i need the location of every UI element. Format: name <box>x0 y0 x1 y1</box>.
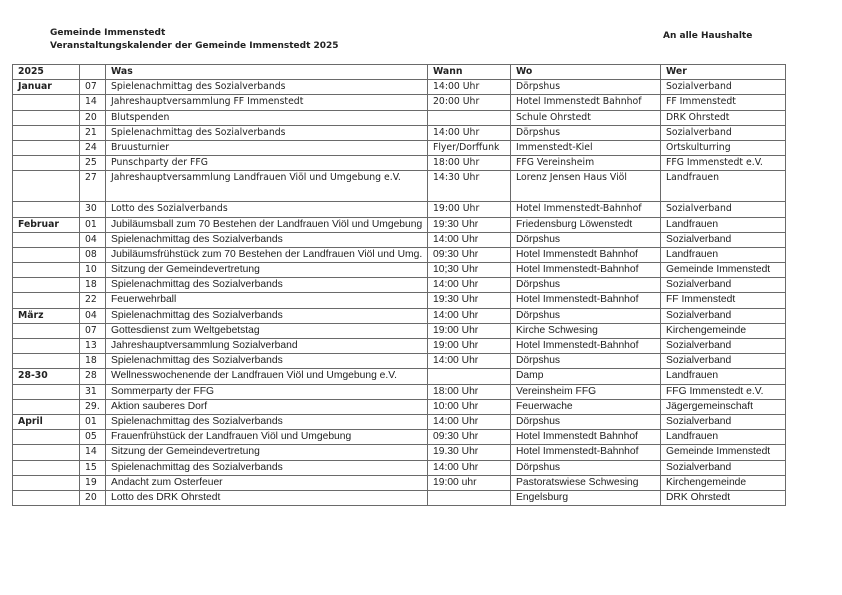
cell-wer: Landfrauen <box>661 247 786 262</box>
cell-day: 07 <box>80 323 106 338</box>
cell-wer: FF Immenstedt <box>661 95 786 110</box>
cell-wer: Sozialverband <box>661 354 786 369</box>
cell-wann <box>428 490 511 505</box>
cell-month <box>13 95 80 110</box>
cell-was: Spielenachmittag des Sozialverbands <box>106 354 428 369</box>
cell-wann: 09:30 Uhr <box>428 247 511 262</box>
cell-was: Jahreshauptversammlung Landfrauen Viöl und Umgebung e.V. <box>106 171 428 202</box>
cell-wo: Dörpshus <box>511 80 661 95</box>
cell-wann <box>428 110 511 125</box>
cell-wann: 14:00 Uhr <box>428 125 511 140</box>
column-header-year: 2025 <box>13 65 80 80</box>
cell-day: 21 <box>80 125 106 140</box>
cell-wo: Vereinsheim FFG <box>511 384 661 399</box>
cell-was: Jubiläumsfrühstück zum 70 Bestehen der Landfrauen Viöl und Umg. <box>106 247 428 262</box>
cell-was: Lotto des Sozialverbands <box>106 202 428 217</box>
table-row <box>13 278 786 293</box>
cell-day: 25 <box>80 156 106 171</box>
cell-day: 10 <box>80 263 106 278</box>
cell-wer: Sozialverband <box>661 460 786 475</box>
cell-day: 27 <box>80 171 106 202</box>
cell-wo: Dörpshus <box>511 308 661 323</box>
cell-was: Spielenachmittag des Sozialverbands <box>106 278 428 293</box>
cell-wo: Friedensburg Löwenstedt <box>511 217 661 232</box>
cell-was: Lotto des DRK Ohrstedt <box>106 490 428 505</box>
cell-month <box>13 323 80 338</box>
cell-wann: 19:00 Uhr <box>428 339 511 354</box>
cell-day: 08 <box>80 247 106 262</box>
cell-wann: 19.30 Uhr <box>428 445 511 460</box>
cell-wer: Sozialverband <box>661 80 786 95</box>
cell-day: 18 <box>80 278 106 293</box>
cell-month <box>13 445 80 460</box>
cell-wann: 19:30 Uhr <box>428 217 511 232</box>
table-row <box>13 369 786 384</box>
cell-wer: Landfrauen <box>661 217 786 232</box>
table-row <box>13 232 786 247</box>
cell-day: 04 <box>80 308 106 323</box>
cell-month <box>13 475 80 490</box>
cell-wer: Sozialverband <box>661 278 786 293</box>
cell-was: Bruusturnier <box>106 140 428 155</box>
cell-wo: Pastoratswiese Schwesing <box>511 475 661 490</box>
cell-wo: Immenstedt-Kiel <box>511 140 661 155</box>
cell-wer: Sozialverband <box>661 125 786 140</box>
cell-wo: Dörpshus <box>511 278 661 293</box>
cell-wo: Damp <box>511 369 661 384</box>
cell-day: 14 <box>80 95 106 110</box>
cell-day: 07 <box>80 80 106 95</box>
table-header-row <box>13 65 786 80</box>
organization-name: Gemeinde Immenstedt <box>50 28 166 38</box>
cell-was: Spielenachmittag des Sozialverbands <box>106 308 428 323</box>
cell-wer: Ortskulturring <box>661 140 786 155</box>
cell-was: Frauenfrühstück der Landfrauen Viöl und Umgebung <box>106 430 428 445</box>
cell-month <box>13 156 80 171</box>
cell-was: Spielenachmittag des Sozialverbands <box>106 80 428 95</box>
cell-day: 30 <box>80 202 106 217</box>
cell-wann: 14:00 Uhr <box>428 308 511 323</box>
cell-wer: FFG Immenstedt e.V. <box>661 384 786 399</box>
table-row <box>13 80 786 95</box>
cell-month <box>13 110 80 125</box>
cell-day: 22 <box>80 293 106 308</box>
recipients-note: An alle Haushalte <box>663 31 753 41</box>
table-body <box>13 80 786 506</box>
cell-wo: Hotel Immenstedt Bahnhof <box>511 247 661 262</box>
cell-wo: Feuerwache <box>511 399 661 414</box>
document-title: Veranstaltungskalender der Gemeinde Immenstedt 2025 <box>50 41 339 51</box>
table-row <box>13 217 786 232</box>
cell-day: 20 <box>80 490 106 505</box>
cell-wo: Lorenz Jensen Haus Viöl <box>511 171 661 202</box>
cell-wo: Hotel Immenstedt Bahnhof <box>511 95 661 110</box>
cell-month <box>13 339 80 354</box>
table-row <box>13 95 786 110</box>
cell-wo: Dörpshus <box>511 460 661 475</box>
cell-wo: Hotel Immenstedt-Bahnhof <box>511 339 661 354</box>
table-row <box>13 490 786 505</box>
cell-wo: Kirche Schwesing <box>511 323 661 338</box>
column-header-wer: Wer <box>661 65 786 80</box>
table-row <box>13 202 786 217</box>
cell-month <box>13 293 80 308</box>
cell-month <box>13 430 80 445</box>
cell-day: 24 <box>80 140 106 155</box>
table-row <box>13 430 786 445</box>
table-row <box>13 323 786 338</box>
cell-month <box>13 232 80 247</box>
cell-wann: 10;30 Uhr <box>428 263 511 278</box>
cell-month <box>13 354 80 369</box>
table-row <box>13 445 786 460</box>
cell-month <box>13 125 80 140</box>
cell-wann <box>428 369 511 384</box>
cell-month: März <box>13 308 80 323</box>
cell-wer: Sozialverband <box>661 414 786 429</box>
cell-wann: 18:00 Uhr <box>428 156 511 171</box>
cell-wann: 14:00 Uhr <box>428 414 511 429</box>
cell-was: Wellnesswochenende der Landfrauen Viöl und Umgebung e.V. <box>106 369 428 384</box>
cell-was: Punschparty der FFG <box>106 156 428 171</box>
cell-month <box>13 247 80 262</box>
cell-wo: Hotel Immenstedt-Bahnhof <box>511 263 661 278</box>
cell-month <box>13 140 80 155</box>
cell-month <box>13 460 80 475</box>
table-row <box>13 399 786 414</box>
table-row <box>13 354 786 369</box>
cell-wer: Gemeinde Immenstedt <box>661 263 786 278</box>
cell-month: Februar <box>13 217 80 232</box>
column-header-day <box>80 65 106 80</box>
cell-wo: Dörpshus <box>511 232 661 247</box>
cell-wer: Landfrauen <box>661 369 786 384</box>
table-row <box>13 171 786 202</box>
cell-day: 19 <box>80 475 106 490</box>
cell-day: 14 <box>80 445 106 460</box>
table-row <box>13 475 786 490</box>
cell-month: Januar <box>13 80 80 95</box>
table-row <box>13 247 786 262</box>
cell-was: Feuerwehrball <box>106 293 428 308</box>
cell-wo: Hotel Immenstedt-Bahnhof <box>511 202 661 217</box>
cell-wer: Landfrauen <box>661 430 786 445</box>
cell-was: Sommerparty der FFG <box>106 384 428 399</box>
table-row <box>13 293 786 308</box>
cell-wo: FFG Vereinsheim <box>511 156 661 171</box>
cell-was: Jubiläumsball zum 70 Bestehen der Landfrauen Viöl und Umgebung <box>106 217 428 232</box>
cell-wo: Hotel Immenstedt-Bahnhof <box>511 445 661 460</box>
column-header-wann: Wann <box>428 65 511 80</box>
table-row <box>13 263 786 278</box>
table-row <box>13 308 786 323</box>
cell-was: Blutspenden <box>106 110 428 125</box>
table-row <box>13 110 786 125</box>
cell-month: 28-30 <box>13 369 80 384</box>
table-row <box>13 339 786 354</box>
table-row <box>13 460 786 475</box>
cell-wann: 10:00 Uhr <box>428 399 511 414</box>
table-row <box>13 384 786 399</box>
table-row <box>13 140 786 155</box>
cell-wer: DRK Ohrstedt <box>661 490 786 505</box>
cell-wer: Jägergemeinschaft <box>661 399 786 414</box>
cell-day: 28 <box>80 369 106 384</box>
cell-was: Gottesdienst zum Weltgebetstag <box>106 323 428 338</box>
cell-wer: FF Immenstedt <box>661 293 786 308</box>
column-header-was: Was <box>106 65 428 80</box>
table-row <box>13 414 786 429</box>
cell-wann: 19:00 Uhr <box>428 202 511 217</box>
cell-wo: Dörpshus <box>511 354 661 369</box>
cell-day: 31 <box>80 384 106 399</box>
cell-wann: 14:00 Uhr <box>428 460 511 475</box>
cell-wo: Dörpshus <box>511 125 661 140</box>
cell-month <box>13 384 80 399</box>
cell-wann: 19:00 uhr <box>428 475 511 490</box>
cell-wer: Kirchengemeinde <box>661 475 786 490</box>
cell-wann: Flyer/Dorffunk <box>428 140 511 155</box>
cell-wo: Hotel Immenstedt-Bahnhof <box>511 293 661 308</box>
cell-wann: 19:00 Uhr <box>428 323 511 338</box>
cell-month <box>13 171 80 202</box>
cell-wann: 19:30 Uhr <box>428 293 511 308</box>
cell-was: Jahreshauptversammlung Sozialverband <box>106 339 428 354</box>
column-header-wo: Wo <box>511 65 661 80</box>
cell-day: 29. <box>80 399 106 414</box>
cell-was: Sitzung der Gemeindevertretung <box>106 263 428 278</box>
cell-was: Jahreshauptversammlung FF Immenstedt <box>106 95 428 110</box>
cell-wer: Sozialverband <box>661 202 786 217</box>
cell-wann: 14:00 Uhr <box>428 232 511 247</box>
cell-day: 04 <box>80 232 106 247</box>
table-row <box>13 156 786 171</box>
cell-day: 18 <box>80 354 106 369</box>
cell-wo: Schule Ohrstedt <box>511 110 661 125</box>
cell-was: Andacht zum Osterfeuer <box>106 475 428 490</box>
cell-wann: 20:00 Uhr <box>428 95 511 110</box>
cell-wer: Sozialverband <box>661 308 786 323</box>
cell-day: 13 <box>80 339 106 354</box>
cell-month <box>13 263 80 278</box>
cell-wer: Landfrauen <box>661 171 786 202</box>
cell-day: 01 <box>80 217 106 232</box>
cell-was: Spielenachmittag des Sozialverbands <box>106 460 428 475</box>
cell-wo: Engelsburg <box>511 490 661 505</box>
cell-month <box>13 490 80 505</box>
cell-was: Spielenachmittag des Sozialverbands <box>106 414 428 429</box>
cell-was: Aktion sauberes Dorf <box>106 399 428 414</box>
cell-month: April <box>13 414 80 429</box>
cell-day: 01 <box>80 414 106 429</box>
cell-wer: Sozialverband <box>661 232 786 247</box>
cell-day: 15 <box>80 460 106 475</box>
cell-wann: 14:00 Uhr <box>428 278 511 293</box>
cell-wo: Hotel Immenstedt Bahnhof <box>511 430 661 445</box>
cell-wann: 18:00 Uhr <box>428 384 511 399</box>
cell-day: 20 <box>80 110 106 125</box>
cell-was: Spielenachmittag des Sozialverbands <box>106 232 428 247</box>
cell-wer: Gemeinde Immenstedt <box>661 445 786 460</box>
cell-wer: Sozialverband <box>661 339 786 354</box>
cell-wer: DRK Ohrstedt <box>661 110 786 125</box>
cell-wann: 14:00 Uhr <box>428 354 511 369</box>
cell-was: Sitzung der Gemeindevertretung <box>106 445 428 460</box>
cell-month <box>13 202 80 217</box>
cell-wann: 14:00 Uhr <box>428 80 511 95</box>
cell-wer: Kirchengemeinde <box>661 323 786 338</box>
cell-wann: 14:30 Uhr <box>428 171 511 202</box>
table-row <box>13 125 786 140</box>
cell-month <box>13 278 80 293</box>
cell-wann: 09:30 Uhr <box>428 430 511 445</box>
cell-wer: FFG Immenstedt e.V. <box>661 156 786 171</box>
cell-day: 05 <box>80 430 106 445</box>
cell-month <box>13 399 80 414</box>
cell-was: Spielenachmittag des Sozialverbands <box>106 125 428 140</box>
cell-wo: Dörpshus <box>511 414 661 429</box>
event-calendar-table <box>12 64 786 506</box>
